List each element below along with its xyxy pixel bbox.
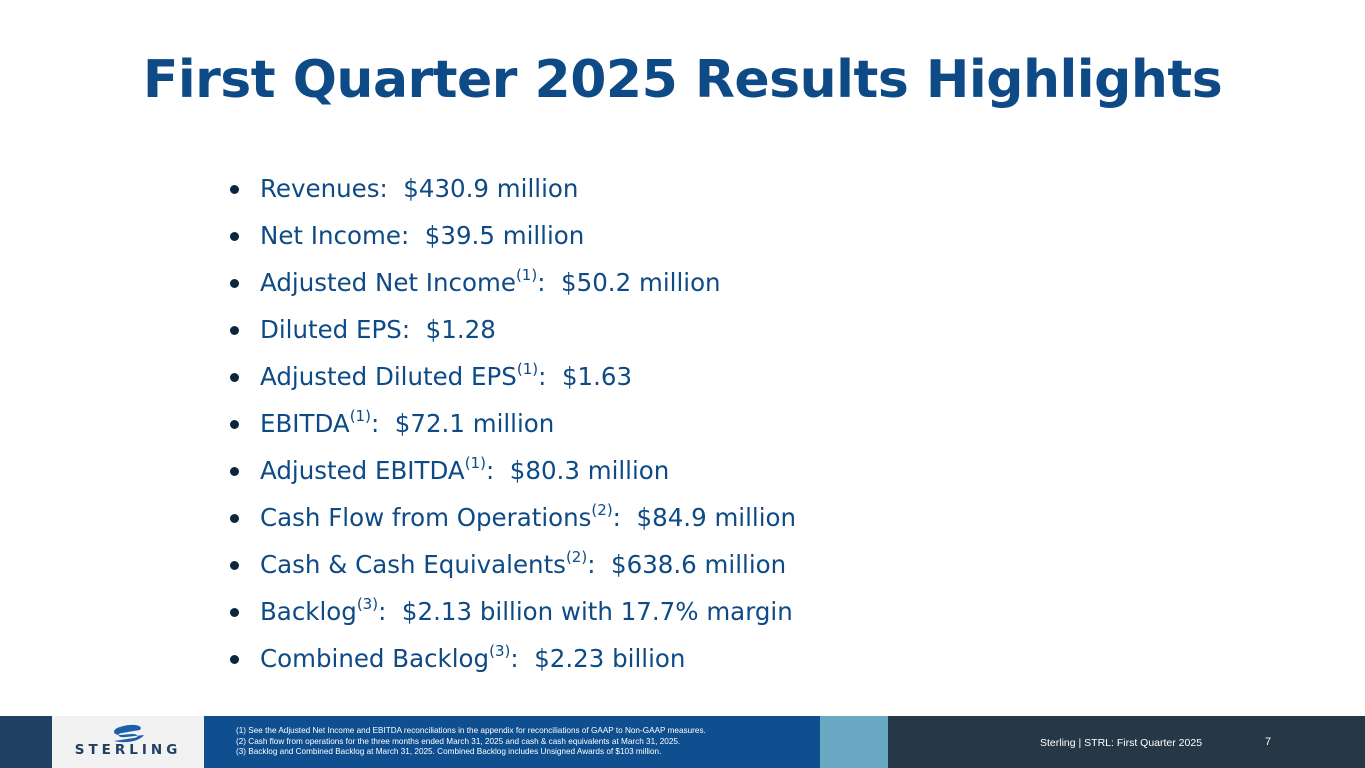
footnote-1: (1) See the Adjusted Net Income and EBITDA reconciliations in the appendix for reconciliations of GAAP to Non-GAAP measures. [236,726,706,735]
page-number: 7 [1265,736,1272,748]
bullet-revenues [228,170,796,217]
bullet-label: Revenues: [260,174,388,203]
bullet-label: Adjusted Diluted EPS [260,362,517,391]
footnote-marker: (1) [515,266,538,284]
bullet-dot-icon [230,655,239,664]
bullet-dot-icon [230,561,239,570]
bullet-net-income [228,217,796,264]
bullet-value: $72.1 million [394,409,555,438]
sterling-logo-icon [110,724,150,744]
bullet-label: EBITDA [260,409,350,438]
bullet-value: $1.63 [561,362,633,391]
bullet-dot-icon [230,514,239,523]
footnote-marker: (1) [516,360,539,378]
highlights-list [228,170,796,687]
footnotes [236,726,706,758]
bullet-cash-flow: Cash Flow from Operations$^{(2)}$: $84.9 million [228,499,796,546]
bullet-ebitda: EBITDA$^{(1)}$: $72.1 million [228,405,796,452]
bullet-adjusted-ebitda: Adjusted EBITDA$^{(1)}$: $80.3 million [228,452,796,499]
bullet-dot-icon [230,608,239,617]
bullet-label: Combined Backlog [260,644,490,673]
bullet-value: $2.23 billion [534,644,686,673]
footer-accent-block [820,716,888,768]
bullet-label: Net Income: [260,221,410,250]
bullet-diluted-eps [228,311,796,358]
bullet-value: $84.9 million [636,503,797,532]
bullet-adjusted-net-income: Adjusted Net Income$^{(1)}$: $50.2 million [228,264,796,311]
bullet-adjusted-diluted-eps: Adjusted Diluted EPS$^{(1)}$: $1.63 [228,358,796,405]
footnote-marker: (2) [565,548,588,566]
bullet-dot-icon [230,185,239,194]
bullet-label: Cash & Cash Equivalents [260,550,566,579]
sterling-logo-wordmark: STERLING [74,742,182,758]
slide-title: First Quarter 2025 Results Highlights [142,50,1223,110]
bullet-dot-icon [230,326,239,335]
bullet-label: Cash Flow from Operations [260,503,592,532]
bullet-value: $2.13 billion with 17.7% margin [401,597,793,626]
footnote-marker: (2) [591,501,613,519]
footer-label: Sterling | STRL: First Quarter 2025 [1040,737,1203,749]
bullet-dot-icon [230,420,239,429]
bullet-label: Backlog [260,597,357,626]
bullet-backlog: Backlog$^{(3)}$: $2.13 billion with 17.7% margin [228,593,796,640]
footnote-3: (3) Backlog and Combined Backlog at March 31, 2025. Combined Backlog includes Unsigned Awards of $103 million. [236,747,662,756]
footnote-marker: (1) [349,407,371,425]
footnote-marker: (3) [356,595,379,613]
bullet-value: $1.28 [425,315,496,344]
bullet-dot-icon [230,373,239,382]
footnote-2: (2) Cash flow from operations for the three months ended March 31, 2025 and cash & cash equivalents at March 31, 2025. [236,736,681,746]
bullet-value: $50.2 million [561,268,721,297]
bullet-cash-equivalents: Cash & Cash Equivalents$^{(2)}$: $638.6 million [228,546,796,593]
bullet-label: Diluted EPS: [260,315,411,344]
footnote-marker: (1) [464,454,486,472]
bullet-label: Adjusted EBITDA [260,456,465,485]
bullet-dot-icon [230,232,239,241]
bullet-value: $638.6 million [611,550,787,579]
bullet-combined-backlog: Combined Backlog$^{(3)}$: $2.23 billion [228,640,796,687]
bullet-value: $39.5 million [424,221,585,250]
bullet-label: Adjusted Net Income [260,268,516,297]
bullet-value: $80.3 million [509,456,670,485]
footnote-marker: (3) [489,642,511,660]
bullet-dot-icon [230,279,239,288]
bullet-value: $430.9 million [403,174,579,203]
footer-left-block [0,716,52,768]
slide-footer [0,716,1365,768]
bullet-dot-icon [230,467,239,476]
